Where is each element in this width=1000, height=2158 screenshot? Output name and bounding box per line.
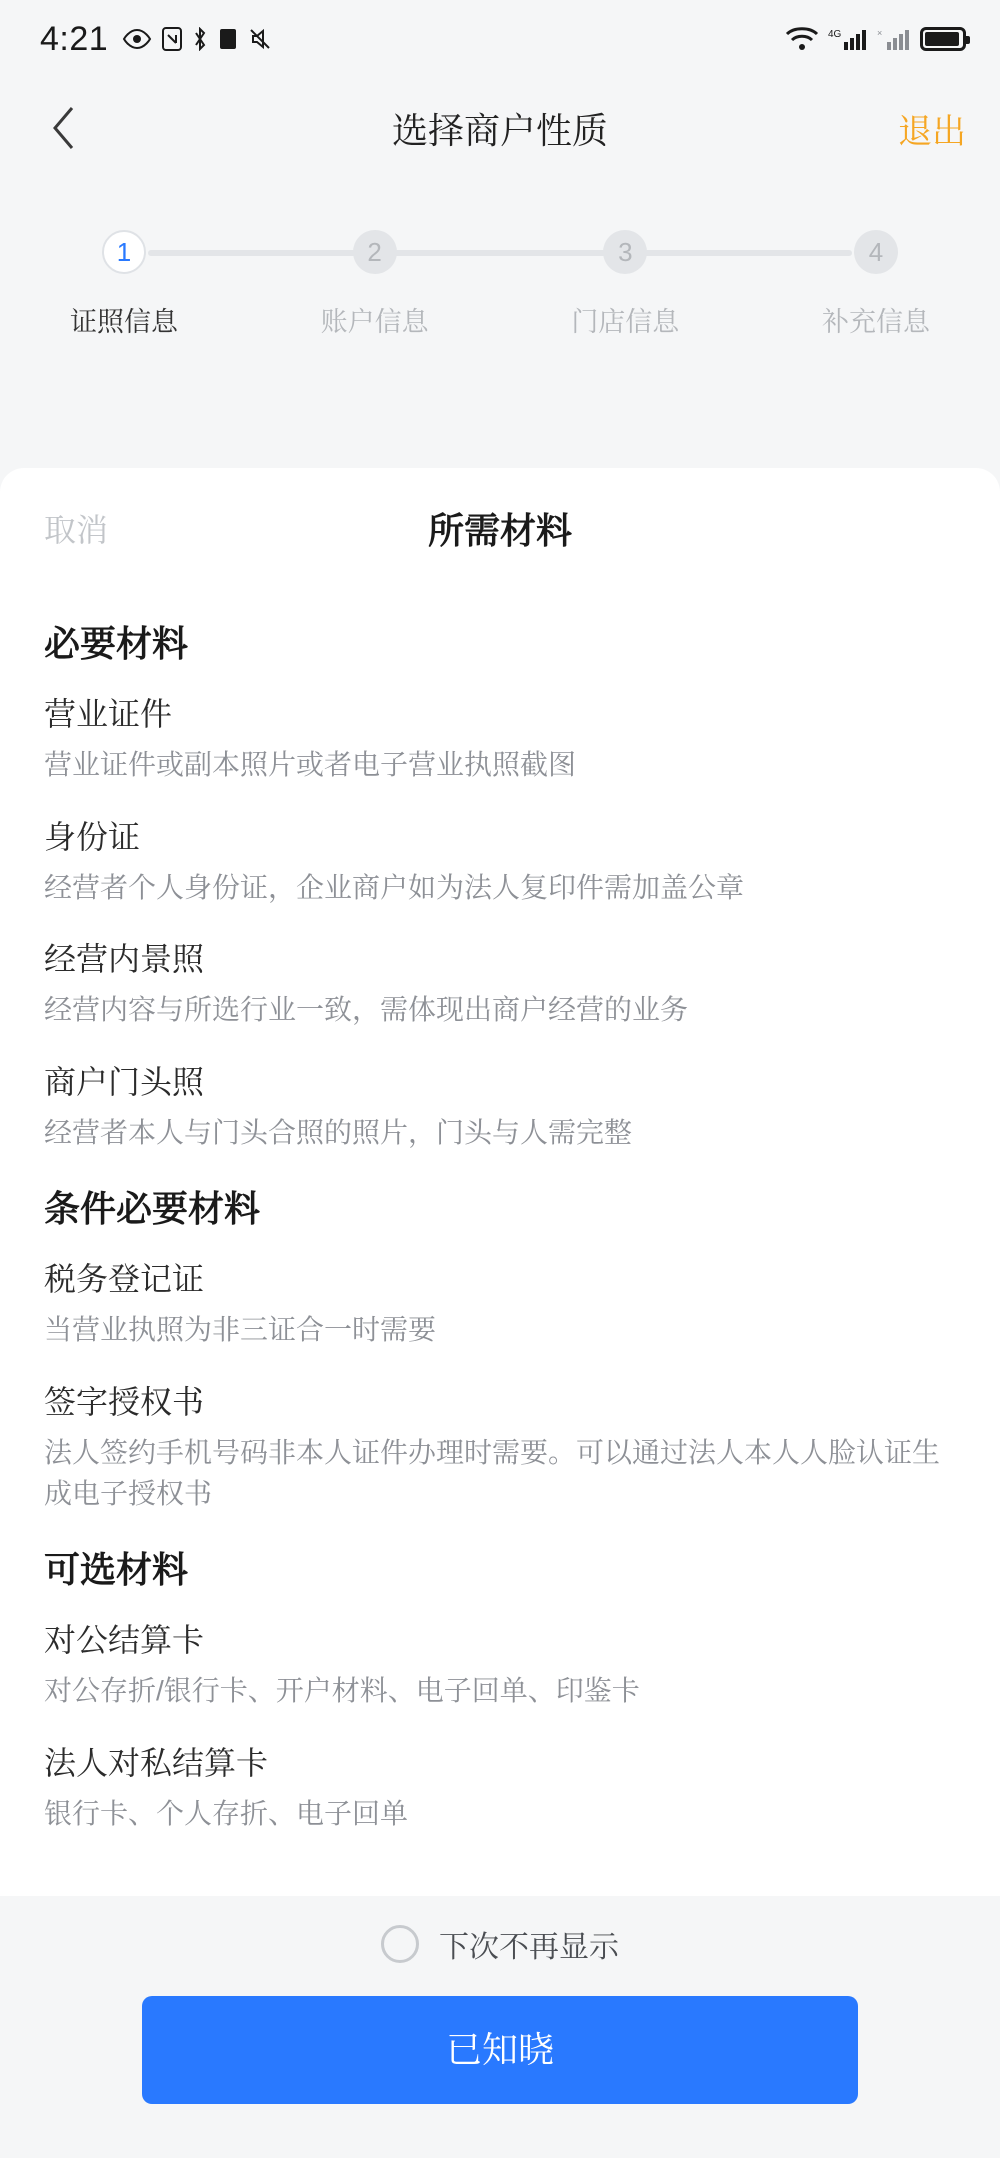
- bluetooth-icon: [192, 27, 208, 51]
- list-item: [44, 689, 956, 786]
- sheet-title: 所需材料: [427, 509, 572, 551]
- material-name: 对公结算卡: [44, 1622, 205, 1659]
- section-heading-conditional: 条件必要材料: [44, 1188, 261, 1230]
- battery-icon: [920, 27, 966, 51]
- section-heading-required: 必要材料: [44, 623, 189, 664]
- status-time: 4:21: [40, 19, 109, 58]
- materials-list[interactable]: [0, 588, 1000, 1896]
- dont-show-again-checkbox[interactable]: [381, 1925, 419, 1963]
- material-name: 签字授权书: [44, 1383, 205, 1420]
- vpn-icon: [218, 27, 238, 51]
- material-name: 身份证: [44, 818, 141, 855]
- status-bar-right: [785, 26, 966, 52]
- material-name: 税务登记证: [44, 1261, 205, 1298]
- status-bar-left: [40, 20, 272, 59]
- confirm-button[interactable]: 已知晓: [142, 1996, 858, 2104]
- page-title: 选择商户性质: [391, 109, 608, 151]
- stepper-step-3-label: 门店信息: [571, 307, 680, 337]
- stepper-track: [148, 250, 852, 256]
- stepper-step-1-number: 1: [102, 230, 146, 274]
- stepper-step-4[interactable]: [816, 230, 936, 339]
- list-item: [44, 812, 956, 909]
- material-desc: 当营业执照为非三证合一时需要: [44, 1314, 437, 1346]
- svg-text:4G: 4G: [828, 29, 842, 40]
- cancel-button[interactable]: 取消: [44, 512, 109, 548]
- stepper-step-1[interactable]: [64, 230, 184, 339]
- progress-stepper: [0, 178, 1000, 393]
- list-item: [44, 1057, 956, 1154]
- signal-4g-icon: [828, 26, 868, 52]
- exit-button[interactable]: 退出: [898, 112, 966, 151]
- stepper-step-1-label: 证照信息: [70, 307, 178, 337]
- required-materials-sheet: [0, 468, 1000, 2158]
- material-name: 营业证件: [44, 696, 173, 732]
- sheet-header: [0, 468, 1000, 588]
- material-name: 法人对私结算卡: [44, 1744, 269, 1781]
- material-desc: 经营内容与所选行业一致，需体现出商户经营的业务: [44, 994, 689, 1026]
- material-name: 商户门头照: [44, 1063, 205, 1100]
- list-item: [44, 1254, 956, 1351]
- stepper-step-3[interactable]: [565, 230, 685, 339]
- material-desc: 银行卡、个人存折、电子回单: [44, 1797, 409, 1829]
- list-item: [44, 1615, 956, 1712]
- material-desc: 法人签约手机号码非本人证件办理时需要。可以通过法人本人人脸认证生成电子授权书: [44, 1436, 941, 1509]
- nav-bar: [0, 78, 1000, 178]
- back-button[interactable]: [34, 98, 94, 158]
- sheet-footer: [0, 1896, 1000, 2158]
- dont-show-again-label: 下次不再显示: [439, 1931, 619, 1964]
- material-desc: 对公存折/银行卡、开户材料、电子回单、印鉴卡: [44, 1675, 640, 1707]
- svg-text:×: ×: [877, 28, 883, 38]
- stepper-step-4-label: 补充信息: [821, 307, 930, 337]
- material-desc: 营业证件或副本照片或者电子营业执照截图: [44, 749, 577, 780]
- material-name: 经营内景照: [44, 941, 205, 978]
- stepper-step-3-number: 3: [603, 230, 647, 274]
- list-item: [44, 1738, 956, 1835]
- section-heading-optional: 可选材料: [44, 1549, 189, 1591]
- material-desc: 经营者个人身份证，企业商户如为法人复印件需加盖公章: [44, 871, 745, 903]
- eye-icon: [122, 28, 152, 50]
- chevron-left-icon: [50, 105, 78, 151]
- stepper-step-2-number: 2: [353, 230, 397, 274]
- list-item: [44, 934, 956, 1031]
- stepper-step-2[interactable]: [315, 230, 435, 339]
- mute-icon: [248, 27, 272, 51]
- material-desc: 经营者本人与门头合照的照片，门头与人需完整: [44, 1116, 633, 1148]
- list-item: [44, 1377, 956, 1514]
- wifi-icon: [785, 26, 819, 52]
- signal-bars-icon: [877, 26, 911, 52]
- status-bar: [0, 0, 1000, 78]
- status-left-icons: [122, 27, 272, 51]
- nfc-icon: [162, 27, 182, 51]
- stepper-step-4-number: 4: [854, 230, 898, 274]
- dont-show-again-row[interactable]: [0, 1922, 1000, 1966]
- stepper-step-2-label: 账户信息: [320, 307, 429, 337]
